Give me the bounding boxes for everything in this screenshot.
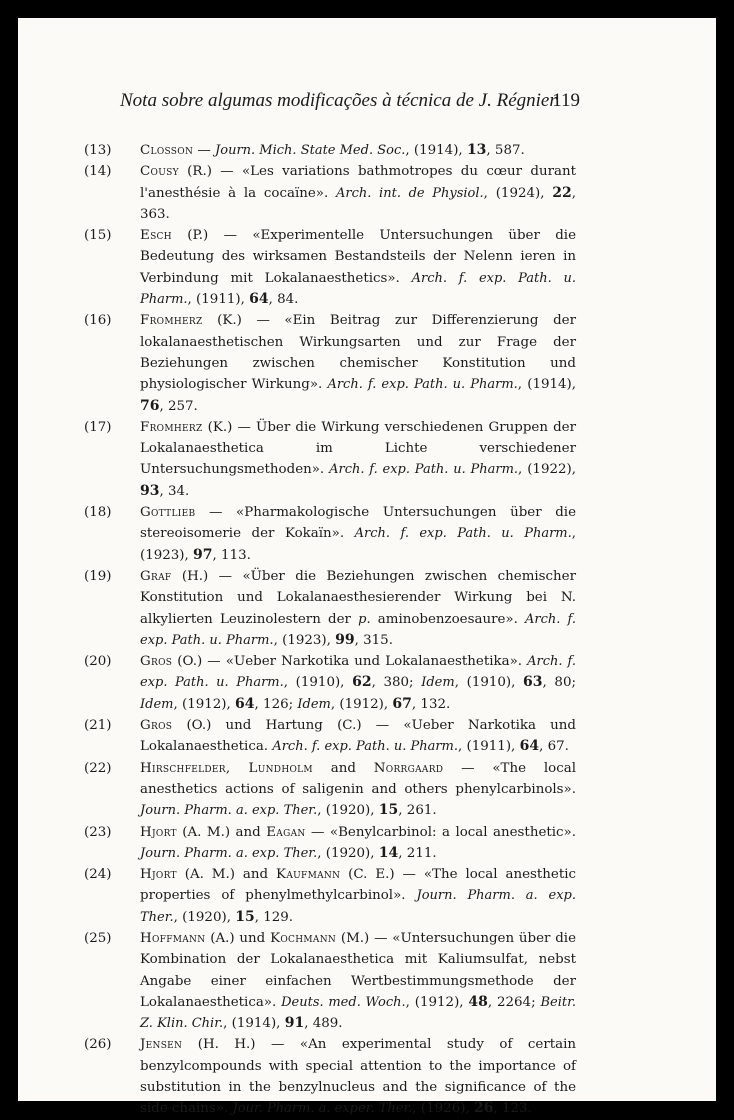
reference-entry xyxy=(84,758,576,822)
volume-number: 48 xyxy=(468,993,488,1010)
reference-text: (R.) — «Les variations bathmotropes du cœur durant l'anesthésie à la cocaïne». xyxy=(140,164,576,201)
reference-entry xyxy=(84,502,576,566)
author-name: Kaufmann xyxy=(276,867,341,883)
reference-text: , (1914), xyxy=(223,1016,285,1032)
journal-title: Arch. f. exp. Path. u. Pharm. xyxy=(140,611,576,648)
journal-title: Arch. f. exp. Path. u. Pharm. xyxy=(140,270,577,308)
author-name: Esch xyxy=(140,228,172,244)
author-name: Closson xyxy=(140,143,194,158)
reference-text: — xyxy=(193,143,216,158)
reference-number: (20) xyxy=(84,654,112,670)
journal-title: Arch. f. exp. Path. u. Pharm. xyxy=(329,462,519,478)
reference-text: , 363. xyxy=(140,185,576,222)
reference-entry xyxy=(84,310,576,416)
reference-text: (K.) — Über die Wirkung verschiedenen Gruppen der Lokalanaesthetica im Lichte verschiedener Untersuchungsmethoden». xyxy=(140,419,576,478)
journal-title: Journ. Pharm. a. exp. Ther. xyxy=(140,803,318,819)
volume-number: 13 xyxy=(466,142,487,158)
reference-text: — «The local anesthetics actions of saligenin and others phenylcarbinols». xyxy=(140,760,576,797)
journal-title: Journ. Pharm. a. exp. Ther. xyxy=(140,888,576,925)
reference-number: (19) xyxy=(84,568,112,584)
reference-number: (26) xyxy=(84,1037,112,1053)
reference-text: aminobenzoesaure». xyxy=(370,611,526,627)
journal-title: p. xyxy=(358,611,371,627)
reference-text: , 123. xyxy=(493,1101,532,1117)
journal-title: Jour. Pharm. a. exper. Ther. xyxy=(232,1101,413,1117)
reference-text: , (1912), xyxy=(173,696,236,712)
author-name: Gottlieb xyxy=(140,505,196,521)
reference-text: , (1924), xyxy=(483,185,553,201)
reference-text: , 211. xyxy=(398,845,437,861)
reference-text: , (1912), xyxy=(405,994,469,1010)
reference-text: (M.) — «Untersuchungen über die Kombination der Lokalanaesthetica mit Kaliumsulfat, nebst Angabe einer einfachen Wertbestimmungsmethode der Lokalanaesthetica». xyxy=(140,930,577,1010)
journal-title: Idem xyxy=(421,675,455,691)
reference-text: (K.) — «Ein Beitrag zur Differenzierung der lokalanaesthetischen Wirkungsarten und zur Frage der Beziehungen zwischen chemischer Konstitution und physiologischer Wirkung». xyxy=(140,313,576,393)
reference-entry xyxy=(84,566,576,651)
reference-text: , 80; xyxy=(542,675,576,691)
author-name: Hoffmann xyxy=(140,930,206,946)
volume-number: 64 xyxy=(249,291,269,308)
reference-entry xyxy=(84,864,576,928)
reference-text: , 257. xyxy=(159,398,198,414)
reference-text: (A. M.) and xyxy=(176,824,267,840)
reference-text: (O.) und Hartung (C.) — «Ueber Narkotika und Lokalanaesthetica. xyxy=(140,718,576,755)
journal-title: Arch. f. exp. Path. u. Pharm. xyxy=(327,377,518,393)
reference-text: , (1914), xyxy=(517,377,577,393)
reference-text: , (1910), xyxy=(283,675,353,691)
volume-number: 99 xyxy=(335,631,355,648)
reference-number: (17) xyxy=(84,419,112,435)
reference-text: , 67. xyxy=(539,739,569,755)
reference-text: , 126; xyxy=(254,696,298,712)
volume-number: 14 xyxy=(378,844,399,861)
reference-text: , (1920), xyxy=(173,909,236,925)
volume-number: 26 xyxy=(473,1100,494,1117)
author-name: Hjort xyxy=(140,867,177,883)
reference-text: , (1922), xyxy=(518,462,576,478)
reference-entry xyxy=(84,651,576,715)
reference-text: (C. E.) — «The local anesthetic properties of phenylmethylcarbinol». xyxy=(140,867,576,904)
reference-entry xyxy=(84,417,576,502)
volume-number: 64 xyxy=(235,695,255,712)
volume-number: 15 xyxy=(235,908,255,925)
reference-text: (P.) — «Experimentelle Untersuchungen über die Bedeutung des wirksamen Bestandsteils der Nelenn ieren in Verbindung mit Lokalanaesthetics». xyxy=(140,228,576,286)
reference-number: (24) xyxy=(84,867,112,883)
journal-title: Journ. Pharm. a. exp. Ther. xyxy=(140,845,318,861)
reference-text: (H. H.) — «An experimental study of certain benzylcompounds with special attention to the importance of substitution in the benzylnucleus and the significance of the side chains». xyxy=(140,1037,576,1117)
reference-entry xyxy=(84,715,576,758)
reference-number: (18) xyxy=(84,505,112,521)
author-name: Eagan xyxy=(266,824,306,840)
volume-number: 97 xyxy=(193,546,213,563)
journal-title: Arch. f. exp. Path. u. Pharm. xyxy=(272,739,459,755)
reference-number: (23) xyxy=(84,824,112,840)
volume-number: 64 xyxy=(519,738,540,755)
reference-text: , (1910), xyxy=(454,675,524,691)
journal-title: Idem xyxy=(297,696,331,712)
author-name: Fromherz xyxy=(140,313,203,329)
reference-number: (21) xyxy=(84,718,112,734)
volume-number: 76 xyxy=(140,397,160,414)
volume-number: 63 xyxy=(523,674,543,691)
reference-text: , 2264; xyxy=(487,994,541,1010)
reference-entry xyxy=(84,161,576,225)
reference-text: (A. M.) and xyxy=(176,867,277,883)
volume-number: 91 xyxy=(284,1015,305,1032)
author-name: Hirschfelder, Lundholm xyxy=(140,760,313,776)
reference-text: (A.) und xyxy=(205,930,271,946)
journal-title: Arch. int. de Physiol. xyxy=(336,185,484,201)
author-name: Gros xyxy=(140,718,173,734)
author-name: Hjort xyxy=(140,824,177,840)
reference-text: , 84. xyxy=(268,292,299,308)
journal-title: Arch. f. exp. Path. u. Pharm. xyxy=(140,654,576,691)
reference-text: , (1923), xyxy=(273,632,336,648)
reference-entry xyxy=(84,225,576,310)
volume-number: 62 xyxy=(352,674,372,691)
volume-number: 15 xyxy=(378,802,399,819)
journal-title: Journ. Mich. State Med. Soc. xyxy=(215,143,406,158)
author-name: Kochmann xyxy=(270,930,337,946)
journal-title: Arch. f. exp. Path. u. Pharm. xyxy=(354,526,572,542)
reference-number: (15) xyxy=(84,228,112,244)
reference-list xyxy=(84,140,576,1120)
reference-text: — «Pharmakologische Untersuchungen über die stereoisomerie der Kokaïn». xyxy=(140,505,576,542)
reference-text: — «Benylcarbinol: a local anesthetic». xyxy=(305,824,576,840)
reference-number: (14) xyxy=(84,164,112,180)
author-name: Fromherz xyxy=(140,419,203,435)
reference-text: , (1923), xyxy=(140,526,577,563)
reference-entry xyxy=(84,928,576,1034)
volume-number: 22 xyxy=(552,184,572,201)
reference-number: (25) xyxy=(84,930,112,946)
reference-text: , 261. xyxy=(398,803,437,819)
page-number: 119 xyxy=(552,90,580,111)
reference-text: , (1926), xyxy=(412,1101,474,1117)
running-header xyxy=(120,90,580,120)
reference-text: , 113. xyxy=(212,547,251,563)
reference-number: (16) xyxy=(84,313,112,329)
journal-title: Beitr. Z. Klin. Chir. xyxy=(140,994,576,1032)
author-name: Graf xyxy=(140,568,172,584)
reference-entry xyxy=(84,140,576,161)
reference-text: , 380; xyxy=(371,675,422,691)
reference-text: , 34. xyxy=(159,483,190,499)
book-page xyxy=(18,18,716,1117)
reference-text: (H.) — «Über die Beziehungen zwischen chemischer Konstitution und Lokalanaesthesierender Wirkung bei N. alkylierten Leuzinolestern der xyxy=(140,568,576,627)
reference-text: , 132. xyxy=(411,696,451,712)
author-name: Jensen xyxy=(140,1037,183,1053)
reference-text: and xyxy=(312,760,374,776)
author-name: Gros xyxy=(140,654,173,670)
reference-text: , (1914), xyxy=(405,143,467,158)
journal-title: Deuts. med. Woch. xyxy=(281,994,406,1010)
reference-text: , 489. xyxy=(304,1016,343,1032)
reference-entry xyxy=(84,1034,576,1119)
reference-text: , (1920), xyxy=(317,845,379,861)
reference-text: , 129. xyxy=(254,909,294,925)
journal-title: Idem xyxy=(140,696,174,712)
reference-number: (13) xyxy=(84,143,112,158)
reference-text: , 587. xyxy=(486,143,525,158)
running-title: Nota sobre algumas modificações à técnica de J. Régnier xyxy=(120,90,557,111)
reference-text: , (1912), xyxy=(330,696,393,712)
volume-number: 93 xyxy=(140,482,160,499)
reference-entry xyxy=(84,822,576,865)
author-name: Norrgaard xyxy=(373,760,444,776)
reference-text: , (1920), xyxy=(317,803,379,819)
author-name: Cousy xyxy=(140,164,179,180)
reference-text: , (1911), xyxy=(458,739,520,755)
reference-text: , (1911), xyxy=(187,292,250,308)
volume-number: 67 xyxy=(392,695,412,712)
reference-text: (O.) — «Ueber Narkotika und Lokalanaesthetika». xyxy=(172,654,528,670)
reference-number: (22) xyxy=(84,760,112,776)
reference-text: , 315. xyxy=(354,632,393,648)
